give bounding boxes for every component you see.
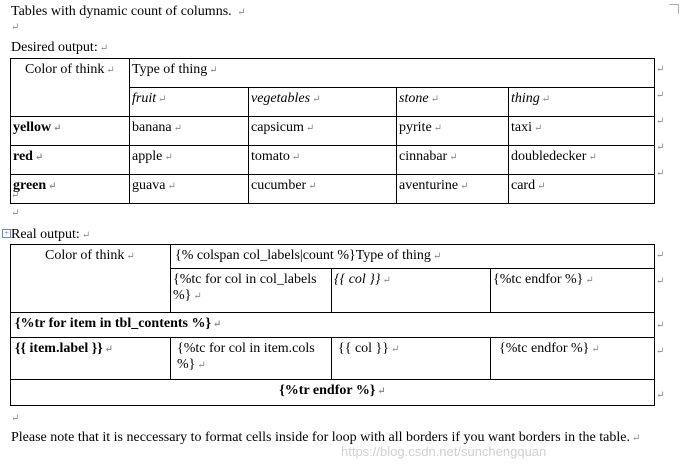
paragraph-mark-icon: ↵ (237, 7, 246, 18)
paragraph-mark-icon: ↵ (541, 94, 551, 105)
paragraph-mark-icon: ↵ (305, 123, 315, 134)
paragraph-mark-icon: ↵ (104, 344, 114, 355)
table-row (11, 146, 655, 175)
cell-value: doubledecker (511, 149, 587, 164)
watermark: https://blog.csdn.net/sunchengquan (341, 444, 547, 459)
page-corner-mark (669, 4, 679, 14)
paragraph-mark-icon: ↵ (11, 22, 20, 33)
table-cell[interactable] (397, 88, 509, 117)
subheader-stone: stone (399, 91, 429, 106)
cell-value: guava (132, 178, 166, 193)
row-end-mark: ↵ (656, 346, 665, 357)
row-end-mark: ↵ (656, 320, 665, 331)
cell-value: card (511, 178, 536, 193)
colspan-tag-cell[interactable] (171, 245, 655, 269)
paragraph-mark-icon: ↵ (631, 433, 641, 444)
paragraph-mark-icon: ↵ (460, 181, 469, 192)
row-label-cell[interactable] (11, 175, 130, 204)
table-row (11, 175, 655, 204)
note-paragraph (11, 429, 651, 448)
paragraph-mark-icon: ↵ (173, 123, 183, 134)
tc-endfor: {%tc endfor %} (493, 272, 584, 288)
type-header-cell[interactable] (130, 59, 655, 88)
tr-for-tag: {%tr for item in tbl_contents %} (15, 316, 211, 331)
row-label: red (13, 149, 33, 164)
real-label-line (11, 226, 90, 244)
paragraph-mark-icon: ↵ (34, 152, 44, 163)
table-cell[interactable] (509, 175, 655, 204)
paragraph-mark-icon: ↵ (591, 344, 600, 355)
paragraph-mark-icon: ↵ (99, 43, 109, 54)
tr-for-cell[interactable] (11, 313, 655, 338)
type-header: Type of thing (132, 62, 208, 77)
table-cell[interactable] (491, 269, 655, 313)
real-label: Real output: (11, 227, 80, 242)
tr-endfor-tag: {%tr endfor %} (279, 383, 376, 398)
row-end-mark: ↵ (656, 142, 665, 153)
table-cell[interactable] (332, 269, 491, 313)
table-cell[interactable] (491, 338, 655, 380)
color-header-cell[interactable] (11, 59, 130, 117)
table-row (11, 245, 655, 269)
table-cell[interactable] (397, 175, 509, 204)
row-label-cell[interactable] (11, 117, 130, 146)
row-end-mark: ↵ (656, 390, 665, 401)
table-cell[interactable] (249, 88, 397, 117)
paragraph-mark-icon: ↵ (377, 386, 386, 397)
paragraph-mark-icon: ↵ (53, 123, 62, 134)
table-cell[interactable] (249, 117, 397, 146)
tc-for-cols: {%tc for col in col_labels %} (173, 272, 317, 304)
tc-for-item: {%tc for col in item.cols %} (177, 341, 315, 372)
tr-endfor-cell[interactable] (11, 380, 655, 406)
row-end-mark: ↵ (656, 64, 665, 75)
table-cell[interactable] (509, 146, 655, 175)
row-label: green (13, 178, 47, 193)
cell-value: apple (132, 149, 163, 164)
color-header: Color of think (25, 62, 105, 77)
paragraph-mark-icon: ↵ (11, 208, 20, 219)
paragraph-mark-icon: ↵ (534, 123, 543, 134)
paragraph-mark-icon: ↵ (390, 344, 400, 355)
table-cell[interactable] (509, 88, 655, 117)
desired-label: Desired output: (11, 40, 98, 55)
table-cell[interactable] (11, 338, 171, 380)
cell-value: aventurine (399, 178, 459, 193)
table-row (11, 117, 655, 146)
row-end-mark: ↵ (656, 116, 665, 127)
paragraph-mark-icon: ↵ (585, 275, 594, 287)
color-header-cell[interactable] (11, 245, 171, 313)
paragraph-mark-icon: ↵ (11, 190, 20, 201)
table-cell[interactable] (130, 88, 249, 117)
paragraph-mark-icon: ↵ (158, 94, 167, 105)
table-cell[interactable] (130, 146, 249, 175)
table-cell[interactable] (130, 175, 249, 204)
cell-value: cinnabar (399, 149, 448, 164)
table-row (11, 59, 655, 88)
paragraph-mark-icon: ↵ (537, 181, 546, 192)
paragraph-mark-icon: ↵ (167, 181, 176, 192)
paragraph-mark-icon: ↵ (449, 152, 458, 163)
row-end-mark: ↵ (656, 250, 665, 261)
note-text: Please note that it is neccessary to format cells inside for loop with all borders if you want borders in the table. (11, 430, 630, 445)
paragraph-mark-icon: ↵ (433, 123, 443, 134)
cell-value: taxi (511, 120, 532, 135)
table-cell[interactable] (509, 117, 655, 146)
subheader-vegetables: vegetables (251, 91, 311, 106)
heading-line (11, 3, 246, 21)
row-end-mark: ↵ (656, 90, 665, 101)
colspan-tag: {% colspan col_labels|count %}Type of thing (175, 248, 431, 263)
table-row (11, 338, 655, 380)
table-cell[interactable] (249, 175, 397, 204)
paragraph-mark-icon: ↵ (126, 251, 135, 262)
table-cell[interactable] (130, 117, 249, 146)
table-cell[interactable] (332, 338, 491, 380)
cell-value: pyrite (399, 120, 432, 135)
table-cell[interactable] (397, 146, 509, 175)
table-cell[interactable] (397, 117, 509, 146)
paragraph-mark-icon: ↵ (308, 181, 317, 192)
table-cell[interactable] (171, 269, 332, 313)
color-header: Color of think (45, 248, 125, 263)
paragraph-mark-icon: ↵ (432, 251, 442, 262)
col-tag: {{ col }} (334, 272, 381, 288)
cell-value: tomato (251, 149, 290, 164)
paragraph-mark-icon: ↵ (164, 152, 173, 163)
paragraph-mark-icon: ↵ (430, 94, 439, 105)
real-output-table (10, 244, 655, 406)
table-cell[interactable] (171, 338, 332, 380)
desired-label-line (11, 39, 108, 57)
paragraph-mark-icon: ↵ (382, 275, 391, 287)
desired-output-table (10, 58, 655, 204)
heading-text: Tables with dynamic count of columns. (11, 4, 232, 19)
row-end-mark: ↵ (656, 276, 665, 287)
paragraph-mark-icon: ↵ (209, 65, 218, 76)
col-tag: {{ col }} (338, 341, 389, 356)
table-cell[interactable] (249, 146, 397, 175)
item-label-tag: {{ item.label }} (15, 341, 103, 356)
row-label: yellow (13, 120, 52, 135)
paragraph-mark-icon: ↵ (197, 360, 206, 371)
row-label-cell[interactable] (11, 146, 130, 175)
table-row (11, 313, 655, 338)
paragraph-mark-icon: ↵ (106, 65, 115, 76)
row-end-mark: ↵ (656, 168, 665, 179)
paragraph-mark-icon: ↵ (213, 319, 222, 330)
paragraph-mark-icon: ↵ (48, 181, 57, 192)
paragraph-mark-icon: ↵ (193, 291, 202, 303)
subheader-thing: thing (511, 91, 540, 106)
paragraph-mark-icon: ↵ (81, 230, 91, 241)
cell-value: banana (132, 120, 172, 135)
paragraph-mark-icon: ↵ (588, 152, 597, 163)
cell-value: cucumber (251, 178, 307, 193)
tc-endfor: {%tc endfor %} (499, 341, 590, 356)
table-row (11, 380, 655, 406)
paragraph-mark-icon: ↵ (291, 152, 301, 163)
subheader-fruit: fruit (132, 91, 157, 106)
paragraph-mark-icon: ↵ (11, 413, 20, 424)
paragraph-mark-icon: ↵ (312, 94, 321, 105)
cell-value: capsicum (251, 120, 304, 135)
table-move-handle-icon[interactable]: + (2, 229, 11, 238)
